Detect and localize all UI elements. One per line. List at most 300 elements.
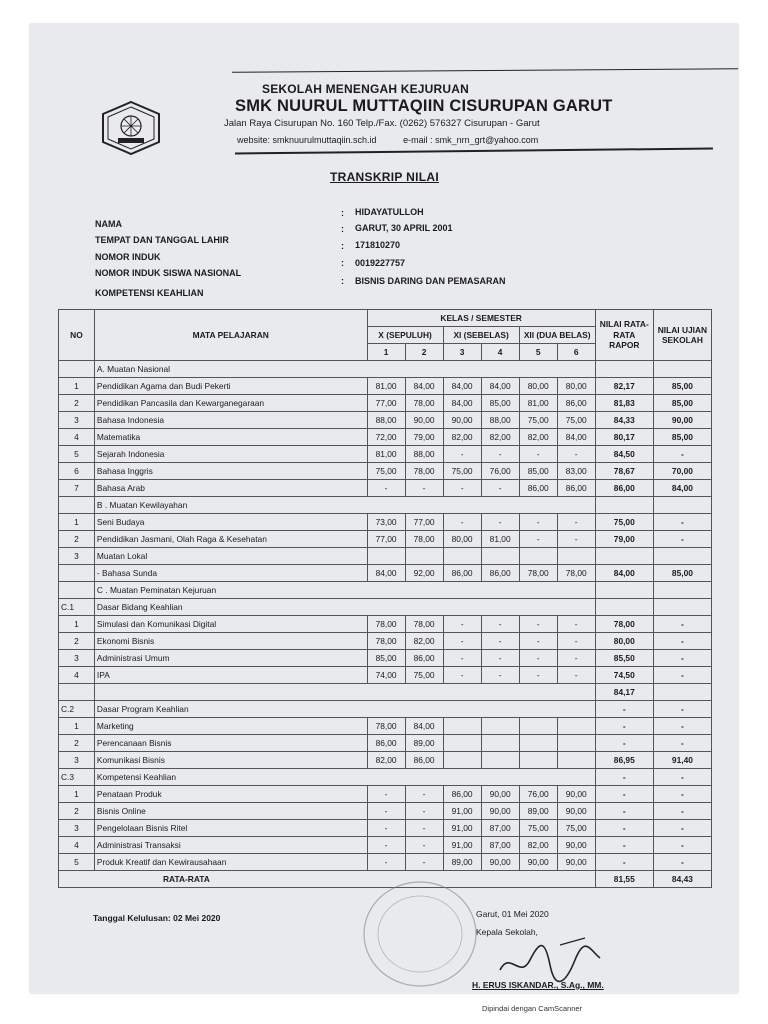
row-number: 2 <box>59 735 95 752</box>
table-row <box>59 565 712 582</box>
average-cell: - <box>595 854 653 871</box>
subject-cell: Pengelolaan Bisnis Ritel <box>94 820 367 837</box>
semester-score-cell <box>443 718 481 735</box>
exam-cell: - <box>653 718 711 735</box>
semester-score-cell: 90,00 <box>557 837 595 854</box>
row-number: C.3 <box>59 769 95 786</box>
semester-score-cell: 84,00 <box>367 565 405 582</box>
subject-cell: Pendidikan Pancasila dan Kewarganegaraan <box>94 395 367 412</box>
row-number: 2 <box>59 803 95 820</box>
table-row <box>59 837 712 854</box>
semester-score-cell: 87,00 <box>481 837 519 854</box>
col-header-semester: 6 <box>557 344 595 361</box>
semester-score-cell: - <box>519 446 557 463</box>
semester-score-cell: 88,00 <box>481 412 519 429</box>
semester-score-cell: 82,00 <box>367 752 405 769</box>
subject-cell: Matematika <box>94 429 367 446</box>
semester-score-cell: 80,00 <box>443 531 481 548</box>
average-cell <box>595 497 653 514</box>
school-address: Jalan Raya Cisurupan No. 160 Telp./Fax. (0262) 576327 Cisurupan - Garut <box>224 118 540 129</box>
semester-score-cell: 88,00 <box>405 446 443 463</box>
colon: : <box>341 208 344 218</box>
row-number: 5 <box>59 854 95 871</box>
semester-score-cell: 78,00 <box>405 616 443 633</box>
average-cell: - <box>595 837 653 854</box>
semester-score-cell: 84,00 <box>443 378 481 395</box>
subject-cell: Bahasa Arab <box>94 480 367 497</box>
row-number: 1 <box>59 616 95 633</box>
average-cell: 78,67 <box>595 463 653 480</box>
average-cell: - <box>595 786 653 803</box>
semester-score-cell: - <box>443 446 481 463</box>
col-header-semester: 5 <box>519 344 557 361</box>
semester-score-cell: 78,00 <box>367 718 405 735</box>
exam-cell: - <box>653 769 711 786</box>
school-stamp-icon <box>360 878 480 990</box>
semester-score-cell: - <box>405 803 443 820</box>
row-number: 2 <box>59 395 95 412</box>
semester-score-cell: 80,00 <box>557 378 595 395</box>
row-number: 3 <box>59 412 95 429</box>
row-number: 3 <box>59 820 95 837</box>
average-exam: 84,43 <box>653 871 711 888</box>
col-header-class-x: X (SEPULUH) <box>367 327 443 344</box>
semester-score-cell: 81,00 <box>367 378 405 395</box>
table-row <box>59 480 712 497</box>
average-cell: 75,00 <box>595 514 653 531</box>
subject-cell: Simulasi dan Komunikasi Digital <box>94 616 367 633</box>
row-number: 4 <box>59 837 95 854</box>
semester-score-cell: 86,00 <box>557 480 595 497</box>
semester-score-cell: 89,00 <box>405 735 443 752</box>
semester-score-cell: - <box>519 667 557 684</box>
semester-score-cell: 78,00 <box>367 633 405 650</box>
subject-cell: Administrasi Transaksi <box>94 837 367 854</box>
semester-score-cell: 91,00 <box>443 820 481 837</box>
semester-score-cell <box>481 752 519 769</box>
exam-cell: - <box>653 650 711 667</box>
col-header-no: NO <box>59 310 95 361</box>
student-label: NAMA <box>95 219 122 229</box>
exam-cell: - <box>653 514 711 531</box>
semester-score-cell: 85,00 <box>519 463 557 480</box>
semester-score-cell: 84,00 <box>481 378 519 395</box>
semester-score-cell: 86,00 <box>405 650 443 667</box>
average-cell: 86,00 <box>595 480 653 497</box>
row-number <box>59 565 95 582</box>
col-header-class-xi: XI (SEBELAS) <box>443 327 519 344</box>
semester-score-cell: 82,00 <box>443 429 481 446</box>
row-number: 7 <box>59 480 95 497</box>
average-cell: 84,00 <box>595 565 653 582</box>
student-value: BISNIS DARING DAN PEMASARAN <box>355 276 506 286</box>
average-cell: - <box>595 701 653 718</box>
exam-cell <box>653 361 711 378</box>
semester-score-cell: 86,00 <box>367 735 405 752</box>
exam-cell <box>653 684 711 701</box>
semester-score-cell: - <box>481 616 519 633</box>
col-header-semester: 4 <box>481 344 519 361</box>
semester-score-cell: 84,00 <box>443 395 481 412</box>
average-cell: 80,17 <box>595 429 653 446</box>
semester-score-cell: 78,00 <box>405 463 443 480</box>
average-cell <box>595 599 653 616</box>
student-label: NOMOR INDUK <box>95 252 161 262</box>
document-title: TRANSKRIP NILAI <box>330 170 439 184</box>
table-row <box>59 854 712 871</box>
semester-score-cell: 75,00 <box>519 412 557 429</box>
school-name: SMK NUURUL MUTTAQIIN CISURUPAN GARUT <box>235 97 613 115</box>
row-number: 2 <box>59 531 95 548</box>
row-number: C.2 <box>59 701 95 718</box>
average-cell <box>595 548 653 565</box>
semester-score-cell <box>557 718 595 735</box>
exam-cell: - <box>653 786 711 803</box>
subject-cell: Perencanaan Bisnis <box>94 735 367 752</box>
average-cell: 82,17 <box>595 378 653 395</box>
average-cell: 81,83 <box>595 395 653 412</box>
semester-score-cell: 90,00 <box>481 786 519 803</box>
semester-score-cell: 82,00 <box>519 837 557 854</box>
semester-score-cell: - <box>519 650 557 667</box>
exam-cell: - <box>653 820 711 837</box>
table-row <box>59 718 712 735</box>
semester-score-cell: - <box>405 820 443 837</box>
semester-score-cell: 79,00 <box>405 429 443 446</box>
table-row <box>59 803 712 820</box>
semester-score-cell: 77,00 <box>367 531 405 548</box>
average-cell: 86,95 <box>595 752 653 769</box>
colon: : <box>341 241 344 251</box>
table-row <box>59 752 712 769</box>
semester-score-cell: 90,00 <box>443 412 481 429</box>
subject-cell: Bisnis Online <box>94 803 367 820</box>
semester-score-cell: - <box>519 531 557 548</box>
semester-score-cell: 81,00 <box>481 531 519 548</box>
table-row <box>59 735 712 752</box>
semester-score-cell: 75,00 <box>443 463 481 480</box>
subject-cell: Produk Kreatif dan Kewirausahaan <box>94 854 367 871</box>
row-number <box>59 361 95 378</box>
semester-score-cell: 90,00 <box>557 854 595 871</box>
row-number: 4 <box>59 667 95 684</box>
semester-score-cell <box>481 718 519 735</box>
row-number: 1 <box>59 378 95 395</box>
subject-cell: Seni Budaya <box>94 514 367 531</box>
subject-cell: Ekonomi Bisnis <box>94 633 367 650</box>
semester-score-cell: 89,00 <box>443 854 481 871</box>
exam-cell: - <box>653 701 711 718</box>
section-title: Dasar Bidang Keahlian <box>94 599 595 616</box>
exam-cell: - <box>653 531 711 548</box>
exam-cell: 85,00 <box>653 429 711 446</box>
semester-score-cell <box>443 752 481 769</box>
table-row <box>59 650 712 667</box>
semester-score-cell: 86,00 <box>443 565 481 582</box>
semester-score-cell: - <box>367 480 405 497</box>
row-number: 2 <box>59 633 95 650</box>
semester-score-cell: 85,00 <box>367 650 405 667</box>
exam-cell: 85,00 <box>653 395 711 412</box>
semester-score-cell <box>557 752 595 769</box>
semester-score-cell: 78,00 <box>405 531 443 548</box>
section-title: B . Muatan Kewilayahan <box>94 497 595 514</box>
semester-score-cell: 86,00 <box>557 395 595 412</box>
average-cell: 78,00 <box>595 616 653 633</box>
student-value: 171810270 <box>355 240 401 250</box>
subject-cell: Penataan Produk <box>94 786 367 803</box>
semester-score-cell: - <box>481 446 519 463</box>
semester-score-cell: 78,00 <box>519 565 557 582</box>
semester-score-cell: 72,00 <box>367 429 405 446</box>
table-row <box>59 429 712 446</box>
semester-score-cell: 90,00 <box>481 854 519 871</box>
semester-score-cell: 86,00 <box>519 480 557 497</box>
average-cell: 84,50 <box>595 446 653 463</box>
semester-score-cell: 75,00 <box>557 412 595 429</box>
average-cell: 84,17 <box>595 684 653 701</box>
semester-score-cell: 75,00 <box>557 820 595 837</box>
semester-score-cell: 78,00 <box>405 395 443 412</box>
school-website: website: smknuurulmuttaqiin.sch.id <box>237 135 377 145</box>
semester-score-cell <box>557 735 595 752</box>
semester-score-cell: 81,00 <box>519 395 557 412</box>
semester-score-cell: - <box>481 480 519 497</box>
average-cell <box>595 361 653 378</box>
semester-score-cell: - <box>367 786 405 803</box>
row-number: 6 <box>59 463 95 480</box>
semester-score-cell: 75,00 <box>367 463 405 480</box>
table-row <box>59 633 712 650</box>
subject-cell: Bahasa Inggris <box>94 463 367 480</box>
semester-score-cell: - <box>443 616 481 633</box>
average-cell: - <box>595 769 653 786</box>
semester-score-cell: 86,00 <box>481 565 519 582</box>
semester-score-cell: - <box>481 667 519 684</box>
semester-score-cell <box>519 752 557 769</box>
semester-score-cell: 73,00 <box>367 514 405 531</box>
semester-score-cell: - <box>405 854 443 871</box>
semester-score-cell: 82,00 <box>405 633 443 650</box>
student-label: KOMPETENSI KEAHLIAN <box>95 288 204 298</box>
exam-cell: - <box>653 803 711 820</box>
semester-score-cell: - <box>367 820 405 837</box>
semester-score-cell: 90,00 <box>557 786 595 803</box>
subject-cell: Pendidikan Agama dan Budi Pekerti <box>94 378 367 395</box>
subject-cell: Muatan Lokal <box>94 548 367 565</box>
semester-score-cell: 76,00 <box>519 786 557 803</box>
row-number <box>59 684 95 701</box>
row-number: 3 <box>59 752 95 769</box>
col-header-semester: 1 <box>367 344 405 361</box>
semester-score-cell: 86,00 <box>443 786 481 803</box>
exam-cell: - <box>653 854 711 871</box>
average-cell: - <box>595 718 653 735</box>
section-row <box>59 684 712 701</box>
table-row <box>59 820 712 837</box>
semester-score-cell: 74,00 <box>367 667 405 684</box>
exam-cell: - <box>653 633 711 650</box>
exam-cell: - <box>653 837 711 854</box>
col-header-semester: 3 <box>443 344 481 361</box>
exam-cell: 84,00 <box>653 480 711 497</box>
col-header-average: NILAI RATA-RATA RAPOR <box>595 310 653 361</box>
average-cell: 85,50 <box>595 650 653 667</box>
school-email: e-mail : smk_nrn_grt@yahoo.com <box>403 135 539 145</box>
exam-cell <box>653 548 711 565</box>
colon: : <box>341 276 344 286</box>
semester-score-cell: - <box>367 803 405 820</box>
semester-score-cell: 83,00 <box>557 463 595 480</box>
student-label: TEMPAT DAN TANGGAL LAHIR <box>95 235 229 245</box>
semester-score-cell: - <box>405 480 443 497</box>
table-row <box>59 667 712 684</box>
semester-score-cell: 86,00 <box>405 752 443 769</box>
average-cell: - <box>595 820 653 837</box>
semester-score-cell: 82,00 <box>519 429 557 446</box>
semester-score-cell: - <box>443 650 481 667</box>
exam-cell: 91,40 <box>653 752 711 769</box>
exam-cell: - <box>653 735 711 752</box>
semester-score-cell: - <box>367 854 405 871</box>
semester-score-cell: - <box>557 446 595 463</box>
col-header-subject: MATA PELAJARAN <box>94 310 367 361</box>
semester-score-cell: - <box>557 514 595 531</box>
section-title: A. Muatan Nasional <box>94 361 595 378</box>
semester-score-cell: 90,00 <box>557 803 595 820</box>
semester-score-cell <box>481 735 519 752</box>
row-number: 3 <box>59 650 95 667</box>
col-header-class-xii: XII (DUA BELAS) <box>519 327 595 344</box>
semester-score-cell: - <box>443 667 481 684</box>
semester-score-cell: 75,00 <box>405 667 443 684</box>
semester-score-cell: 76,00 <box>481 463 519 480</box>
exam-cell: - <box>653 667 711 684</box>
table-row <box>59 446 712 463</box>
semester-score-cell: 82,00 <box>481 429 519 446</box>
student-value: HIDAYATULLOH <box>355 207 424 217</box>
average-cell: - <box>595 735 653 752</box>
semester-score-cell <box>405 548 443 565</box>
row-number: C.1 <box>59 599 95 616</box>
colon: : <box>341 224 344 234</box>
scanner-note: Dipindai dengan CamScanner <box>482 1004 583 1013</box>
semester-score-cell <box>367 548 405 565</box>
average-cell <box>595 582 653 599</box>
table-row <box>59 378 712 395</box>
average-cell: 74,50 <box>595 667 653 684</box>
exam-cell: 70,00 <box>653 463 711 480</box>
semester-score-cell: - <box>557 667 595 684</box>
subject-cell: Pendidikan Jasmani, Olah Raga & Kesehatan <box>94 531 367 548</box>
section-row <box>59 361 712 378</box>
row-number <box>59 497 95 514</box>
table-row <box>59 412 712 429</box>
semester-score-cell: - <box>405 837 443 854</box>
table-row <box>59 616 712 633</box>
exam-cell: 90,00 <box>653 412 711 429</box>
subject-cell: - Bahasa Sunda <box>94 565 367 582</box>
exam-cell: 85,00 <box>653 565 711 582</box>
semester-score-cell: 88,00 <box>367 412 405 429</box>
semester-score-cell: 90,00 <box>405 412 443 429</box>
semester-score-cell: 84,00 <box>405 718 443 735</box>
semester-score-cell: - <box>557 633 595 650</box>
semester-score-cell: 84,00 <box>557 429 595 446</box>
semester-score-cell: - <box>557 531 595 548</box>
semester-score-cell: - <box>481 650 519 667</box>
semester-score-cell: - <box>481 514 519 531</box>
semester-score-cell <box>519 548 557 565</box>
row-number: 3 <box>59 548 95 565</box>
section-title: C . Muatan Peminatan Kejuruan <box>94 582 595 599</box>
semester-score-cell: 75,00 <box>519 820 557 837</box>
semester-score-cell <box>443 735 481 752</box>
section-row <box>59 769 712 786</box>
semester-score-cell: 84,00 <box>405 378 443 395</box>
subject-cell: Administrasi Umum <box>94 650 367 667</box>
subject-cell: Sejarah Indonesia <box>94 446 367 463</box>
col-header-exam: NILAI UJIAN SEKOLAH <box>653 310 711 361</box>
average-value: 81,55 <box>595 871 653 888</box>
school-contact <box>237 135 538 145</box>
exam-cell <box>653 497 711 514</box>
average-label: RATA-RATA <box>59 871 596 888</box>
semester-score-cell: 80,00 <box>519 378 557 395</box>
exam-cell <box>653 582 711 599</box>
row-number: 4 <box>59 429 95 446</box>
student-value: 0019227757 <box>355 258 406 268</box>
table-row <box>59 531 712 548</box>
semester-score-cell: - <box>443 633 481 650</box>
table-row <box>59 548 712 565</box>
row-number: 5 <box>59 446 95 463</box>
table-row <box>59 395 712 412</box>
semester-score-cell <box>557 548 595 565</box>
table-row <box>59 463 712 480</box>
table-row <box>59 786 712 803</box>
semester-score-cell: 90,00 <box>519 854 557 871</box>
semester-score-cell: 89,00 <box>519 803 557 820</box>
section-title: Kompetensi Keahlian <box>94 769 595 786</box>
semester-score-cell: 77,00 <box>405 514 443 531</box>
semester-score-cell: - <box>405 786 443 803</box>
subject-cell: Komunikasi Bisnis <box>94 752 367 769</box>
semester-score-cell: 91,00 <box>443 837 481 854</box>
average-cell: - <box>595 803 653 820</box>
headmaster-title: Kepala Sekolah, <box>476 927 538 937</box>
semester-score-cell: - <box>443 480 481 497</box>
semester-score-cell: 85,00 <box>481 395 519 412</box>
row-number: 1 <box>59 786 95 803</box>
semester-score-cell: 92,00 <box>405 565 443 582</box>
table-row <box>59 514 712 531</box>
school-emblem-icon <box>100 100 162 156</box>
semester-score-cell: - <box>519 633 557 650</box>
section-row <box>59 582 712 599</box>
average-cell: 84,33 <box>595 412 653 429</box>
student-label: NOMOR INDUK SISWA NASIONAL <box>95 268 242 278</box>
semester-score-cell: 78,00 <box>557 565 595 582</box>
semester-score-cell: 90,00 <box>481 803 519 820</box>
exam-cell <box>653 599 711 616</box>
average-cell: 80,00 <box>595 633 653 650</box>
subject-cell: Bahasa Indonesia <box>94 412 367 429</box>
average-cell: 79,00 <box>595 531 653 548</box>
semester-score-cell: 78,00 <box>367 616 405 633</box>
col-header-class-semester: KELAS / SEMESTER <box>367 310 595 327</box>
exam-cell: - <box>653 446 711 463</box>
